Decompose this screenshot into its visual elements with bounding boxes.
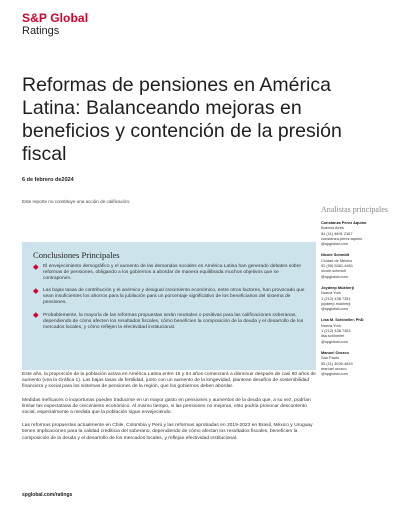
analyst-entry xyxy=(321,317,401,343)
analyst-email[interactable]: joydeep.mukherji xyxy=(321,300,351,306)
key-conclusions-box xyxy=(22,242,316,370)
disclaimer: Este reporte no constituye una acción de calificación. xyxy=(22,199,131,204)
body-text xyxy=(22,372,316,449)
analyst-email-domain[interactable]: @spglobal.com xyxy=(321,338,348,344)
analyst-email-domain[interactable]: @spglobal.com xyxy=(321,241,348,247)
analyst-email[interactable]: nicole.schmidt xyxy=(321,268,346,274)
body-paragraph: Medidas ineficaces o inoportunas pueden traducirse en un mayor gasto en pensiones y aumentos de la deuda que, a su vez, podrían limitar las expectativas de crecimiento económico. Al mismo tiempo, si las pensiones no mejoran, esto podría provocar descontento social, especialmente a medida que la población sigue envejeciendo. xyxy=(22,397,311,416)
analyst-phone: 1 (212) 438 7352 xyxy=(321,328,351,334)
diamond-bullet-icon xyxy=(33,264,38,269)
brand-name: S&P Global xyxy=(22,11,89,25)
analyst-city: Ciudad de México xyxy=(321,257,353,263)
analyst-name: Constanza Pérez Aquino xyxy=(321,220,367,225)
analyst-entry xyxy=(321,252,401,278)
body-paragraph: Este año, la proporción de la población activa en América Latina entre 15 y 64 años comenzará a disminuir después de casi 60 años de aumento (vea la Gráfica 1). Las bajas tasas de fertilidad, junto con un aumento de la longevidad, plantean desafíos de sostenibilidad financiera y social para los sistemas de pensiones de la región, que los gobiernos deben abordar. xyxy=(22,372,316,390)
conclusion-item xyxy=(33,264,305,282)
diamond-bullet-icon xyxy=(33,288,38,293)
page-title: Reformas de pensiones en América Latina: Balanceando mejoras en beneficios y contención de la presión fiscal xyxy=(22,74,342,165)
analyst-entry xyxy=(321,285,401,311)
footer-link[interactable]: spglobal.com/ratings xyxy=(22,492,73,498)
body-paragraph: Las reformas propuestas actualmente en Chile, Colombia y Perú y las reformas aprobadas en 2019-2023 en Brasil, México y Uruguay tienen implicaciones para la calidad crediticia del soberano, dependiendo de cómo afectan los resultados fiscales, beneficien la composición de la deuda y el desarrollo de los mercados locales, y reflejan efectividad institucional. xyxy=(22,423,313,441)
analyst-name: Nicole Schmidt xyxy=(321,252,350,258)
key-conclusions-list xyxy=(33,264,305,337)
analysts-sidebar xyxy=(321,205,401,382)
analyst-name: Lisa M. Schineller, PhD xyxy=(321,317,364,323)
conclusion-text: El envejecimiento demográfico y el aumento de las demandas sociales en América Latina han generado debates sobre reformas de pensiones, obligando a los gobiernos a abordar de manera equilibrada muchos objetivos que se contraponen. xyxy=(43,264,302,282)
analyst-name: Joydeep Mukherji xyxy=(321,284,354,290)
conclusion-text: Las bajas tasas de contribución y el anémico y desigual crecimiento económico, entre otros factores, han provocado que sean insuficientes los ahorros para la jubilación para un porcentaje significativo de los beneficiarios del sistema de pensiones. xyxy=(43,288,305,306)
brand-logo xyxy=(22,12,88,37)
diamond-bullet-icon xyxy=(33,313,38,318)
analyst-email-domain[interactable]: @spglobal.com xyxy=(321,273,348,279)
analyst-city: Nueva York xyxy=(321,322,341,328)
analyst-phone: 1 (212) 438 7351 xyxy=(321,295,351,301)
publication-date: 6 de febrero de2024 xyxy=(22,177,74,183)
analyst-entry xyxy=(321,350,401,376)
analyst-phone: 54 (11) 4891 2167 xyxy=(321,230,353,236)
analyst-email[interactable]: lisa.schineller xyxy=(321,333,345,339)
brand-subtitle: Ratings xyxy=(22,25,60,37)
analyst-email[interactable]: manuel.orozco xyxy=(321,365,347,371)
analyst-email-domain[interactable]: @spglobal.com xyxy=(321,371,348,377)
analyst-city: Sao Paulo xyxy=(321,355,339,361)
analyst-phone: 52 (55) 5081-4451 xyxy=(321,263,354,269)
conclusion-item xyxy=(33,313,305,331)
analyst-email[interactable]: constanza.perez.aquino xyxy=(321,235,363,241)
key-conclusions-title: Conclusiones Principales xyxy=(33,250,120,260)
analyst-entry xyxy=(321,220,401,246)
conclusion-text: Probablemente, la mayoría de las reformas propuestas serán neutrales o positivas para las calificaciones soberanas, dependiendo de cómo afecten los resultados fiscales, cómo beneficien la composición de la deuda y el desarrollo de los mercados locales, y cómo reflejen la efectividad institucional. xyxy=(43,312,304,330)
analyst-phone: 55 (11) 3039-4819 xyxy=(321,360,353,366)
conclusion-item xyxy=(33,288,305,306)
analyst-name: Manuel Orozco xyxy=(321,349,349,355)
analyst-email-domain[interactable]: @spglobal.com xyxy=(321,306,348,312)
analyst-city: Buenos Aires xyxy=(321,225,344,231)
analyst-city: Nueva York xyxy=(321,290,341,296)
analysts-heading: Analistas principales xyxy=(321,205,388,214)
analyst-list xyxy=(321,220,401,376)
